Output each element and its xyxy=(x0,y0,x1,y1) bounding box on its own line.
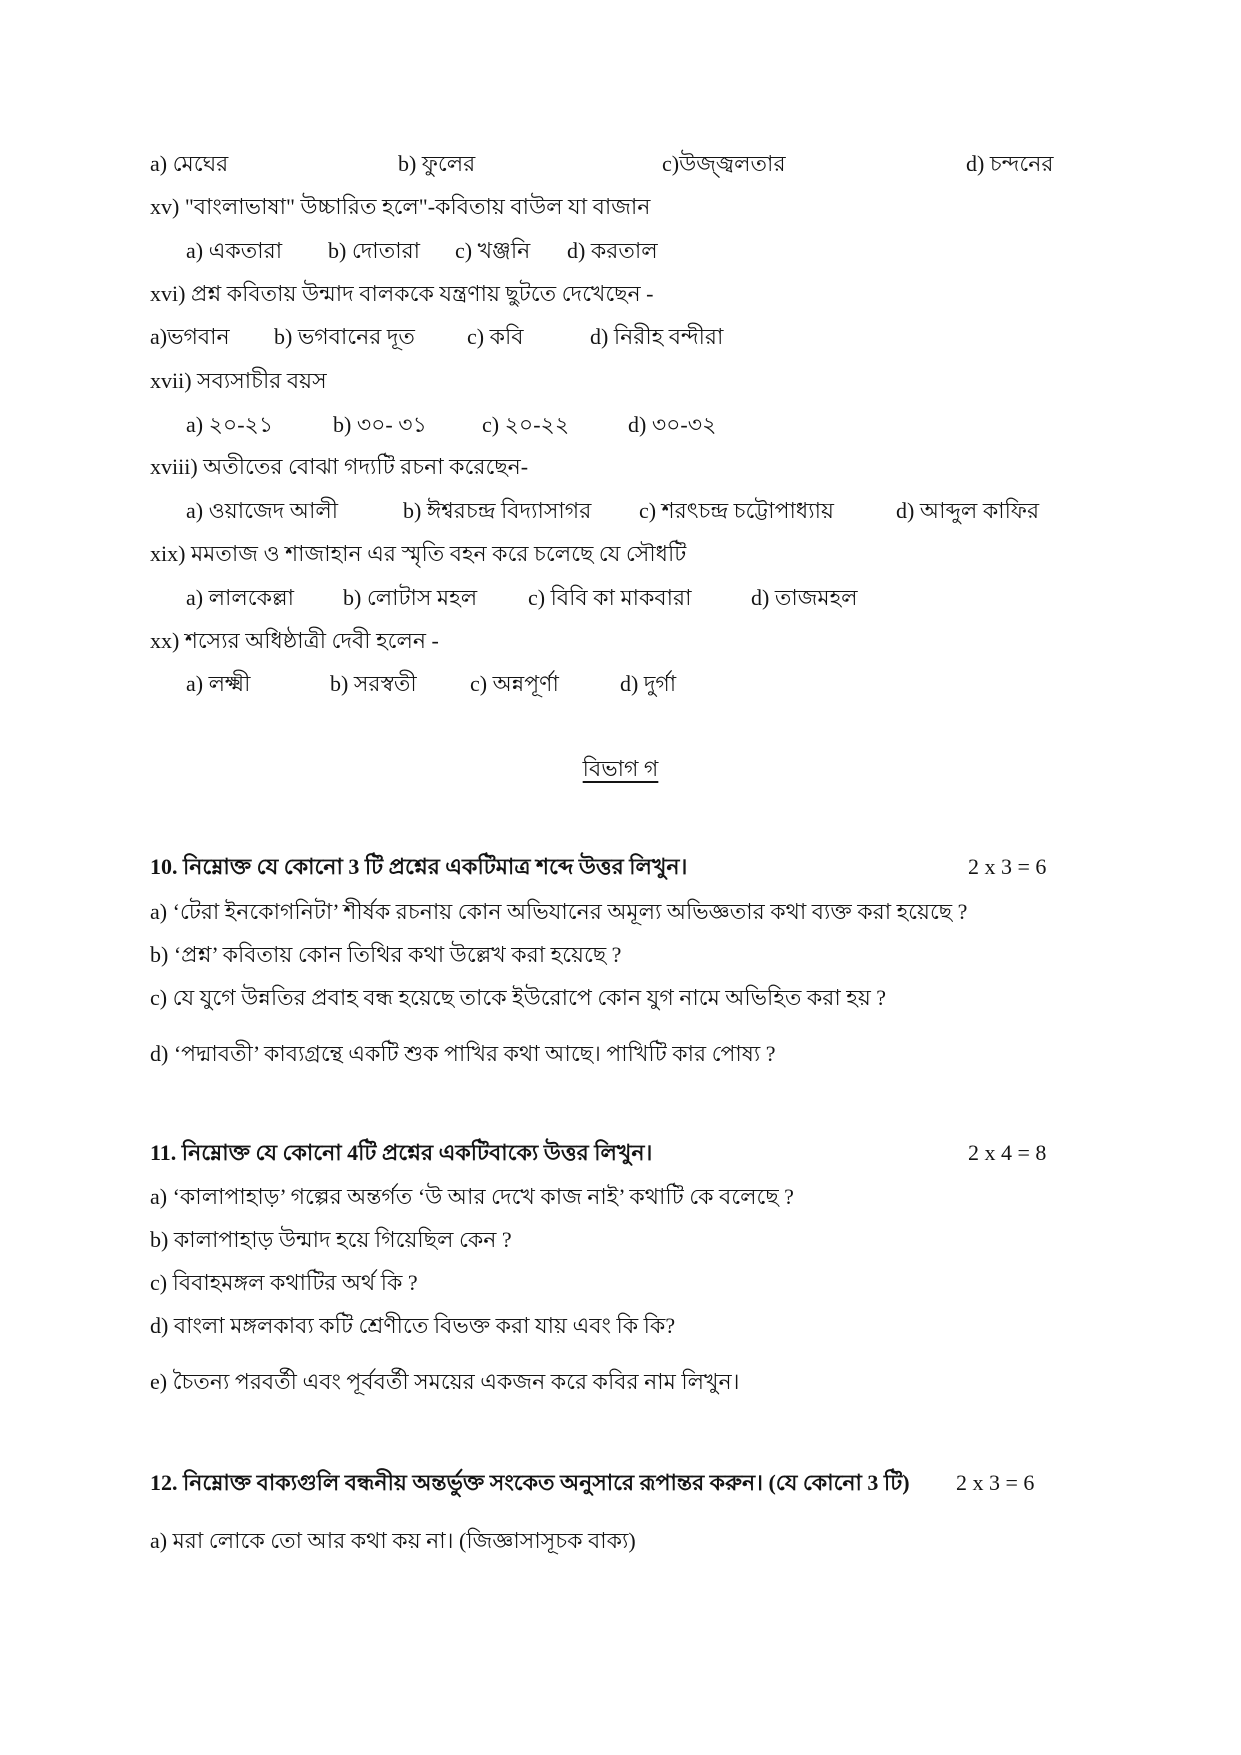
question-12-title: 12. নিম্নোক্ত বাক্যগুলি বন্ধনীয় অন্তর্ভুক্ত সংকেত অনুসারে রূপান্তর করুন। (যে কোনো 3 টি) xyxy=(150,1470,910,1495)
option-b: b) দোতারা xyxy=(328,238,421,263)
option-a: a)ভগবান xyxy=(150,324,230,349)
option-d: d) ৩০-৩২ xyxy=(628,412,717,437)
question-11-title: 11. নিম্নোক্ত যে কোনো 4টি প্রশ্নের একটিবাক্যে উত্তর লিখুন। xyxy=(150,1140,653,1165)
question-11-marks: 2 x 4 = 8 xyxy=(968,1140,1047,1165)
option-c: c) কবি xyxy=(467,324,524,349)
option-c: c) বিবি কা মাকবারা xyxy=(528,585,692,610)
option-d: d) আব্দুল কাফির xyxy=(896,498,1040,523)
question-10-item-b: b) ‘প্রশ্ন’ কবিতায় কোন তিথির কথা উল্লেখ করা হয়েছে ? xyxy=(150,942,622,967)
option-d: d) নিরীহ বন্দীরা xyxy=(590,324,724,349)
option-b: b) ভগবানের দূত xyxy=(274,324,415,349)
option-c: c) ২০-২২ xyxy=(482,412,570,437)
question-17: xvii) সব্যসাচীর বয়স xyxy=(150,368,327,393)
question-12-item-a: a) মরা লোকে তো আর কথা কয় না। (জিজ্ঞাসাসূচক বাক্য) xyxy=(150,1528,636,1553)
option-d: d) দুর্গা xyxy=(620,671,677,696)
option-a: a) লক্ষ্মী xyxy=(186,671,251,696)
question-10-title: 10. নিম্নোক্ত যে কোনো 3 টি প্রশ্নের একটিমাত্র শব্দে উত্তর লিখুন। xyxy=(150,854,688,879)
question-11-item-a: a) ‘কালাপাহাড়’ গল্পের অন্তর্গত ‘উ আর দেখে কাজ নাই’ কথাটি কে বলেছে ? xyxy=(150,1184,794,1209)
question-20: xx) শস্যের অধিষ্ঠাত্রী দেবী হলেন - xyxy=(150,628,439,653)
option-a: a) লালকেল্লা xyxy=(186,585,295,610)
question-11-item-b: b) কালাপাহাড় উন্মাদ হয়ে গিয়েছিল কেন ? xyxy=(150,1227,512,1252)
question-11-item-d: d) বাংলা মঙ্গলকাব্য কটি শ্রেণীতে বিভক্ত করা যায় এবং কি কি? xyxy=(150,1313,676,1338)
option-b: b) ফুলের xyxy=(398,151,476,176)
question-12-marks: 2 x 3 = 6 xyxy=(956,1470,1035,1495)
question-10-item-a: a) ‘টেরা ইনকোগনিটা’ শীর্ষক রচনায় কোন অভিযানের অমূল্য অভিজ্ঞতার কথা ব্যক্ত করা হয়েছে ? xyxy=(150,899,968,924)
question-15: xv) "বাংলাভাষা" উচ্চারিত হলে"-কবিতায় বাউল যা বাজান xyxy=(150,194,651,219)
option-a: a) ওয়াজেদ আলী xyxy=(186,498,339,523)
option-c: c) অন্নপূর্ণা xyxy=(470,671,559,696)
option-b: b) ঈশ্বরচন্দ্র বিদ্যাসাগর xyxy=(403,498,592,523)
section-heading xyxy=(0,754,1241,784)
option-d: d) তাজমহল xyxy=(751,585,858,610)
option-a: a) একতারা xyxy=(186,238,283,263)
option-d: d) চন্দনের xyxy=(966,151,1054,176)
question-10-marks: 2 x 3 = 6 xyxy=(968,854,1047,879)
option-d: d) করতাল xyxy=(567,238,658,263)
question-11-item-e: e) চৈতন্য পরবর্তী এবং পূর্ববর্তী সময়ের একজন করে কবির নাম লিখুন। xyxy=(150,1369,740,1394)
option-a: a) মেঘের xyxy=(150,151,229,176)
option-a: a) ২০-২১ xyxy=(186,412,274,437)
section-heading-text: বিভাগ গ xyxy=(582,756,659,781)
question-10-item-c: c) যে যুগে উন্নতির প্রবাহ বন্ধ হয়েছে তাকে ইউরোপে কোন যুগ নামে অভিহিত করা হয় ? xyxy=(150,985,887,1010)
question-18: xviii) অতীতের বোঝা গদ্যটি রচনা করেছেন- xyxy=(150,454,529,479)
question-11-item-c: c) বিবাহমঙ্গল কথাটির অর্থ কি ? xyxy=(150,1270,418,1295)
question-16: xvi) প্রশ্ন কবিতায় উন্মাদ বালককে যন্ত্রণায় ছুটতে দেখেছেন - xyxy=(150,281,654,306)
question-19: xix) মমতাজ ও শাজাহান এর স্মৃতি বহন করে চলেছে যে সৌধটি xyxy=(150,541,687,566)
option-c: c) খঞ্জনি xyxy=(455,238,531,263)
option-c: c)উজ্জ্বলতার xyxy=(662,151,786,176)
option-b: b) লোটাস মহল xyxy=(343,585,478,610)
option-c: c) শরৎচন্দ্র চট্টোপাধ্যায় xyxy=(639,498,834,523)
option-b: b) ৩০- ৩১ xyxy=(333,412,427,437)
option-b: b) সরস্বতী xyxy=(330,671,417,696)
question-10-item-d: d) ‘পদ্মাবতী’ কাব্যগ্রন্থে একটি শুক পাখির কথা আছে। পাখিটি কার পোষ্য ? xyxy=(150,1041,776,1066)
